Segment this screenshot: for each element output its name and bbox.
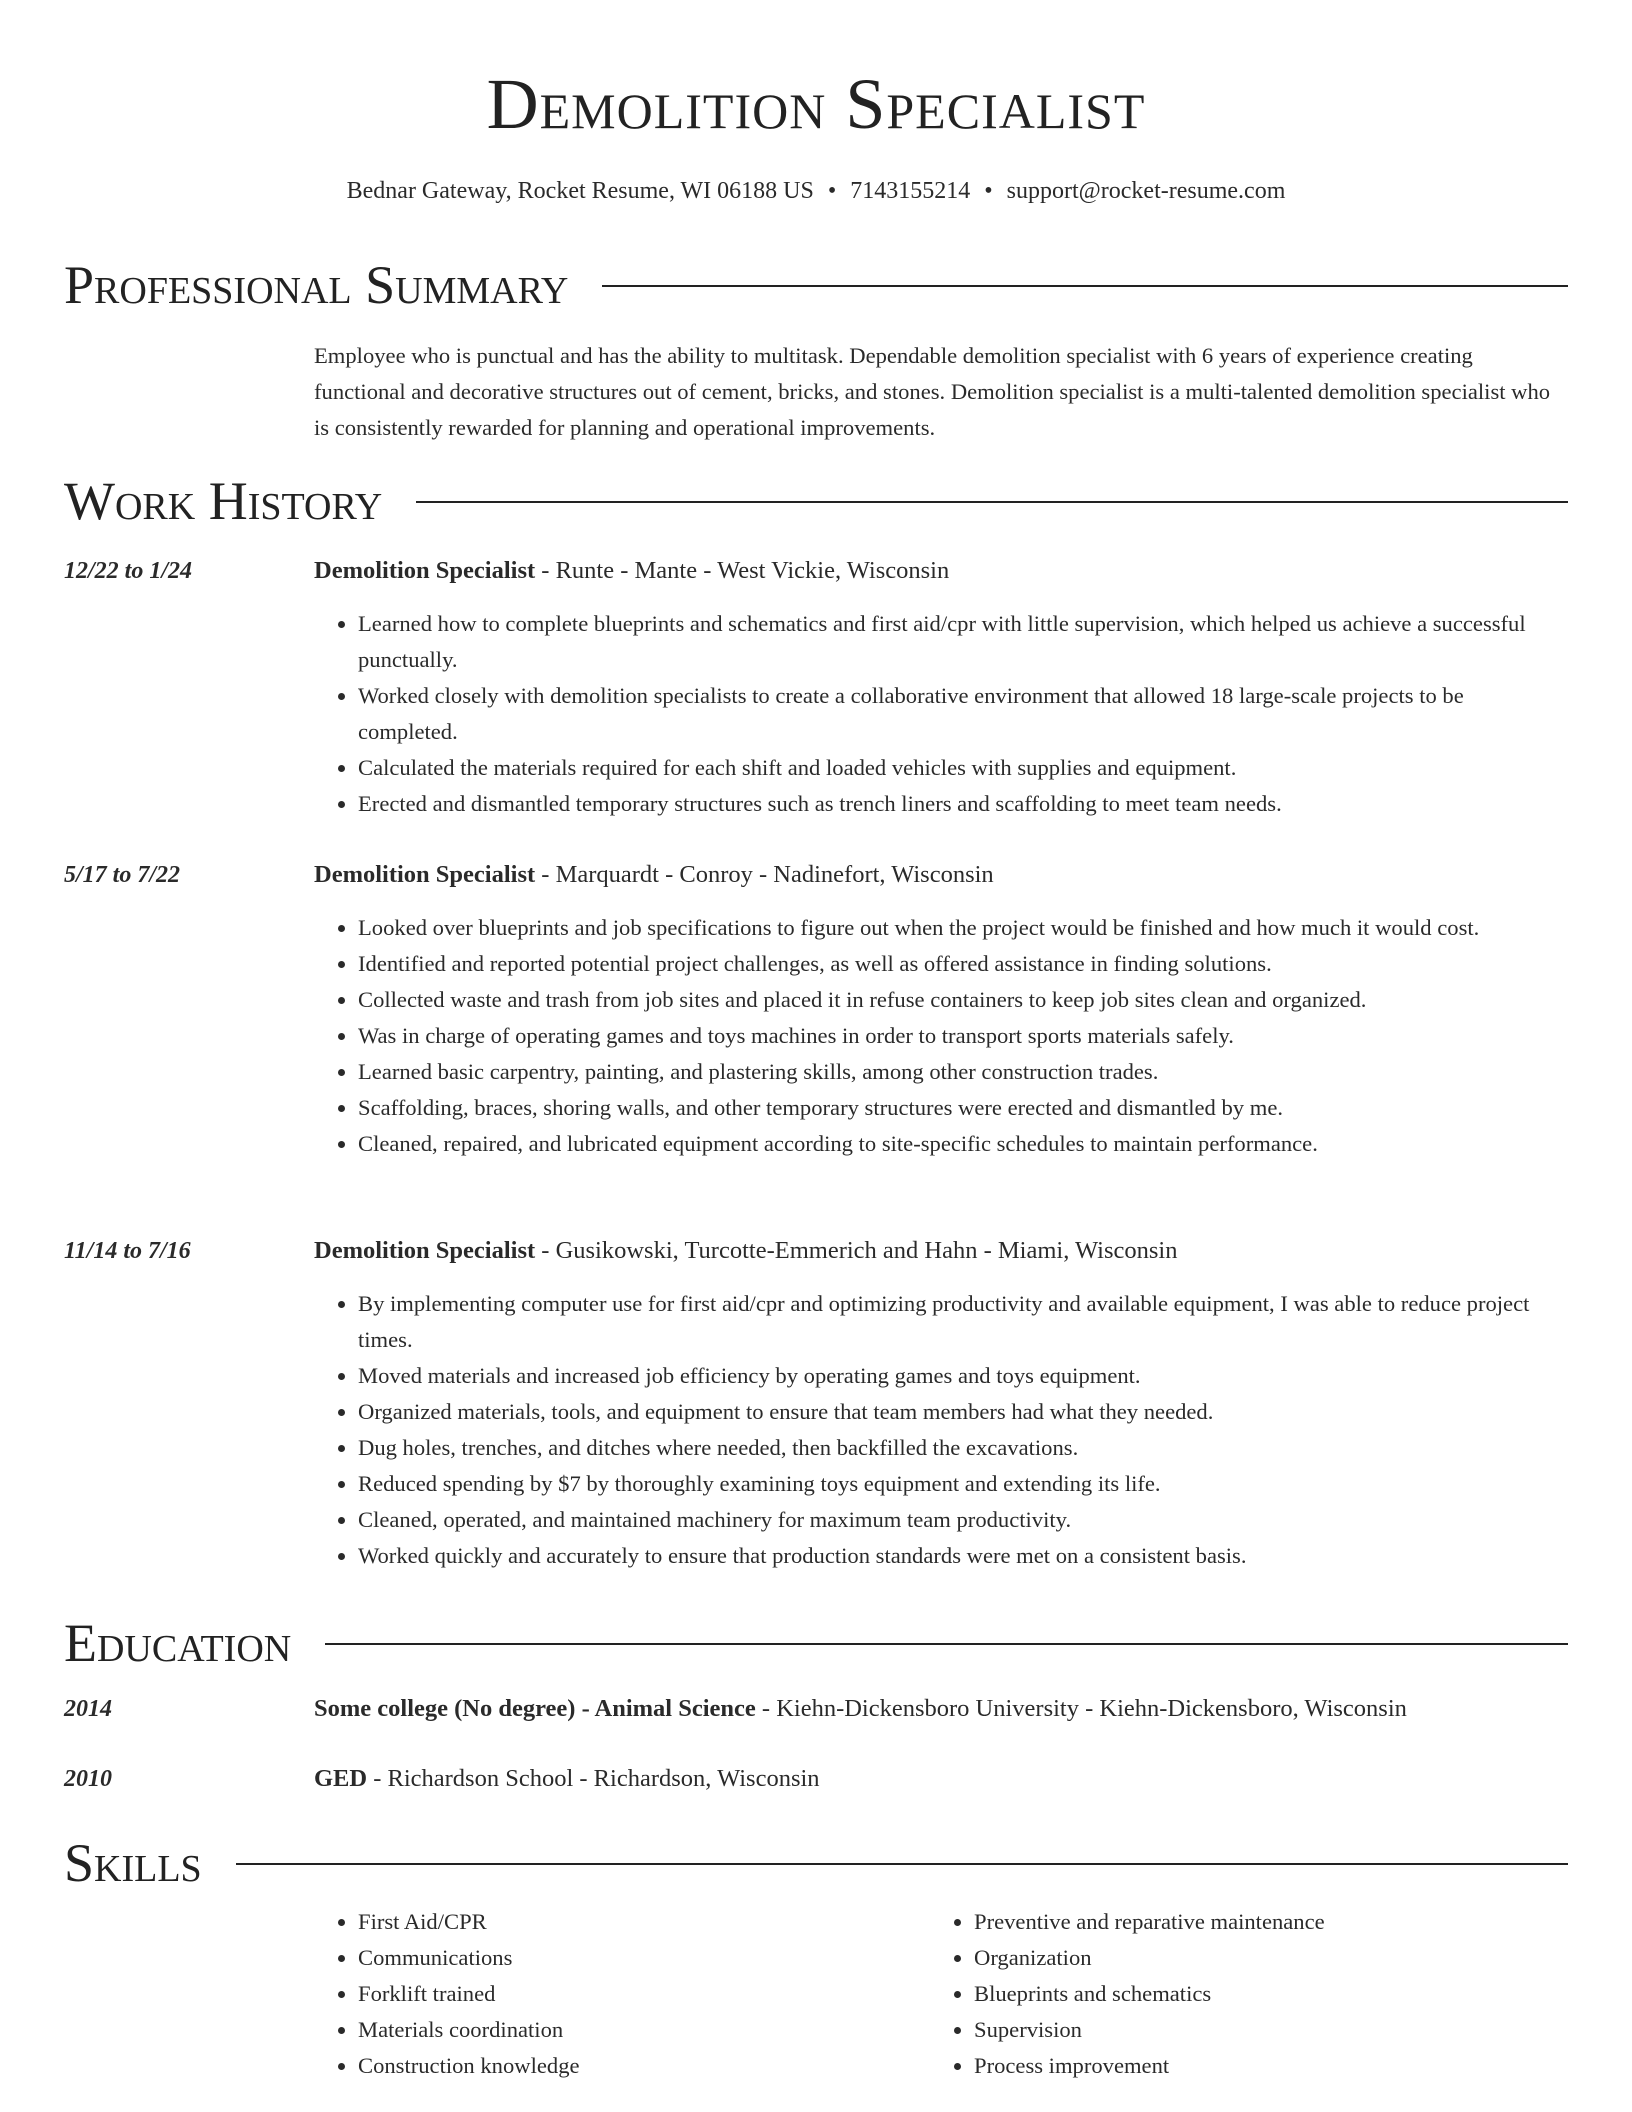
section-title: Professional Summary (64, 255, 569, 315)
phone: 7143155214 (850, 178, 971, 204)
list-item: • Reduced spending by $7 by thoroughly examining toys equipment and extending its life. (358, 1466, 1568, 1502)
education-year: 2010 (64, 1766, 112, 1792)
skill-item: • Supervision (974, 2012, 1534, 2048)
section-summary-header (64, 254, 1568, 316)
section-title: Work History (64, 471, 383, 531)
list-item: • Moved materials and increased job efficiency by operating games and toys equipment. (358, 1358, 1568, 1394)
list-item: • Worked closely with demolition specialists to create a collaborative environment that allowed 18 large-scale projects to be completed. (358, 678, 1568, 750)
separator: • (984, 178, 993, 204)
separator: • (827, 178, 837, 204)
job-dates: 12/22 to 1/24 (64, 558, 193, 584)
list-item: • Scaffolding, braces, shoring walls, and other temporary structures were erected and dismantled by me. (358, 1090, 1568, 1126)
list-item: • Collected waste and trash from job sites and placed it in refuse containers to keep job sites clean and organized. (358, 982, 1568, 1018)
job-dates: 11/14 to 7/16 (64, 1238, 191, 1264)
summary-text: Employee who is punctual and has the ability to multitask. Dependable demolition specialist with 6 years of experience creating functional and decorative structures out of cement, bricks, and stones. Demolition specialist is a multi-talented demolition specialist who is consistently rewarded for planning and operational improvements. (314, 343, 1551, 440)
list-item: • Learned basic carpentry, painting, and plastering skills, among other construction trades. (358, 1054, 1568, 1090)
skills-column (314, 1904, 918, 2084)
list-item: • By implementing computer use for first aid/cpr and optimizing productivity and available equipment, I was able to reduce project times. (358, 1286, 1568, 1358)
skill-item: • Communications (358, 1940, 918, 1976)
education-heading (314, 1762, 820, 1796)
job-position: Demolition Specialist (314, 861, 536, 888)
list-item: • Worked quickly and accurately to ensure that production standards were met on a consistent basis. (358, 1538, 1568, 1574)
skill-item: • Preventive and reparative maintenance (974, 1904, 1534, 1940)
email: support@rocket-resume.com (1006, 178, 1286, 204)
education-heading (314, 1692, 1407, 1726)
section-divider (325, 1643, 1568, 1645)
job-details: - Marquardt - Conroy - Nadinefort, Wisconsin (535, 861, 994, 888)
section-divider (602, 285, 1568, 287)
section-divider (416, 501, 1568, 503)
education-year: 2014 (64, 1696, 112, 1722)
skill-item: • Forklift trained (358, 1976, 918, 2012)
list-item: • Calculated the materials required for each shift and loaded vehicles with supplies and equipment. (358, 750, 1568, 786)
job-bullets (314, 606, 1568, 822)
list-item: • Was in charge of operating games and toys machines in order to transport sports materials safely. (358, 1018, 1568, 1054)
education-degree: GED (314, 1765, 368, 1792)
section-divider (236, 1863, 1568, 1865)
contact-line (0, 174, 1632, 208)
skill-item: • Process improvement (974, 2048, 1534, 2084)
section-title: Skills (64, 1833, 202, 1893)
education-degree: Some college (No degree) - Animal Science (314, 1695, 756, 1722)
job-details: - Runte - Mante - West Vickie, Wisconsin (535, 557, 950, 584)
job-bullets (314, 910, 1568, 1162)
resume-name: Demolition Specialist (486, 64, 1146, 144)
job-dates: 5/17 to 7/22 (64, 862, 181, 888)
job-bullets (314, 1286, 1568, 1574)
address: Bednar Gateway, Rocket Resume, WI 06188 US (346, 178, 814, 204)
list-item: • Identified and reported potential project challenges, as well as offered assistance in finding solutions. (358, 946, 1568, 982)
list-item: • Organized materials, tools, and equipment to ensure that team members had what they needed. (358, 1394, 1568, 1430)
job-heading (314, 1234, 1177, 1268)
list-item: • Learned how to complete blueprints and schematics and first aid/cpr with little supervision, which helped us achieve a successful punctually. (358, 606, 1568, 678)
skill-item: • Materials coordination (358, 2012, 918, 2048)
section-title: Education (64, 1613, 292, 1673)
list-item: • Looked over blueprints and job specifications to figure out when the project would be finished and how much it would cost. (358, 910, 1568, 946)
list-item: • Dug holes, trenches, and ditches where needed, then backfilled the excavations. (358, 1430, 1568, 1466)
section-education-header (64, 1612, 1568, 1674)
job-position: Demolition Specialist (314, 1237, 536, 1264)
section-skills-header (64, 1832, 1568, 1894)
job-position: Demolition Specialist (314, 557, 536, 584)
list-item: • Cleaned, operated, and maintained machinery for maximum team productivity. (358, 1502, 1568, 1538)
list-item: • Cleaned, repaired, and lubricated equipment according to site-specific schedules to maintain performance. (358, 1126, 1568, 1162)
job-heading (314, 554, 949, 588)
skill-item: • Construction knowledge (358, 2048, 918, 2084)
skills-column (930, 1904, 1534, 2084)
skill-item: • Organization (974, 1940, 1534, 1976)
skill-item: • Blueprints and schematics (974, 1976, 1534, 2012)
list-item: • Erected and dismantled temporary structures such as trench liners and scaffolding to meet team needs. (358, 786, 1568, 822)
job-details: - Gusikowski, Turcotte-Emmerich and Hahn - Miami, Wisconsin (535, 1237, 1178, 1264)
education-details: - Richardson School - Richardson, Wisconsin (367, 1765, 820, 1792)
section-work-header (64, 470, 1568, 532)
education-details: - Kiehn-Dickensboro University - Kiehn-Dickensboro, Wisconsin (755, 1695, 1407, 1722)
job-heading (314, 858, 994, 892)
skill-item: • First Aid/CPR (358, 1904, 918, 1940)
